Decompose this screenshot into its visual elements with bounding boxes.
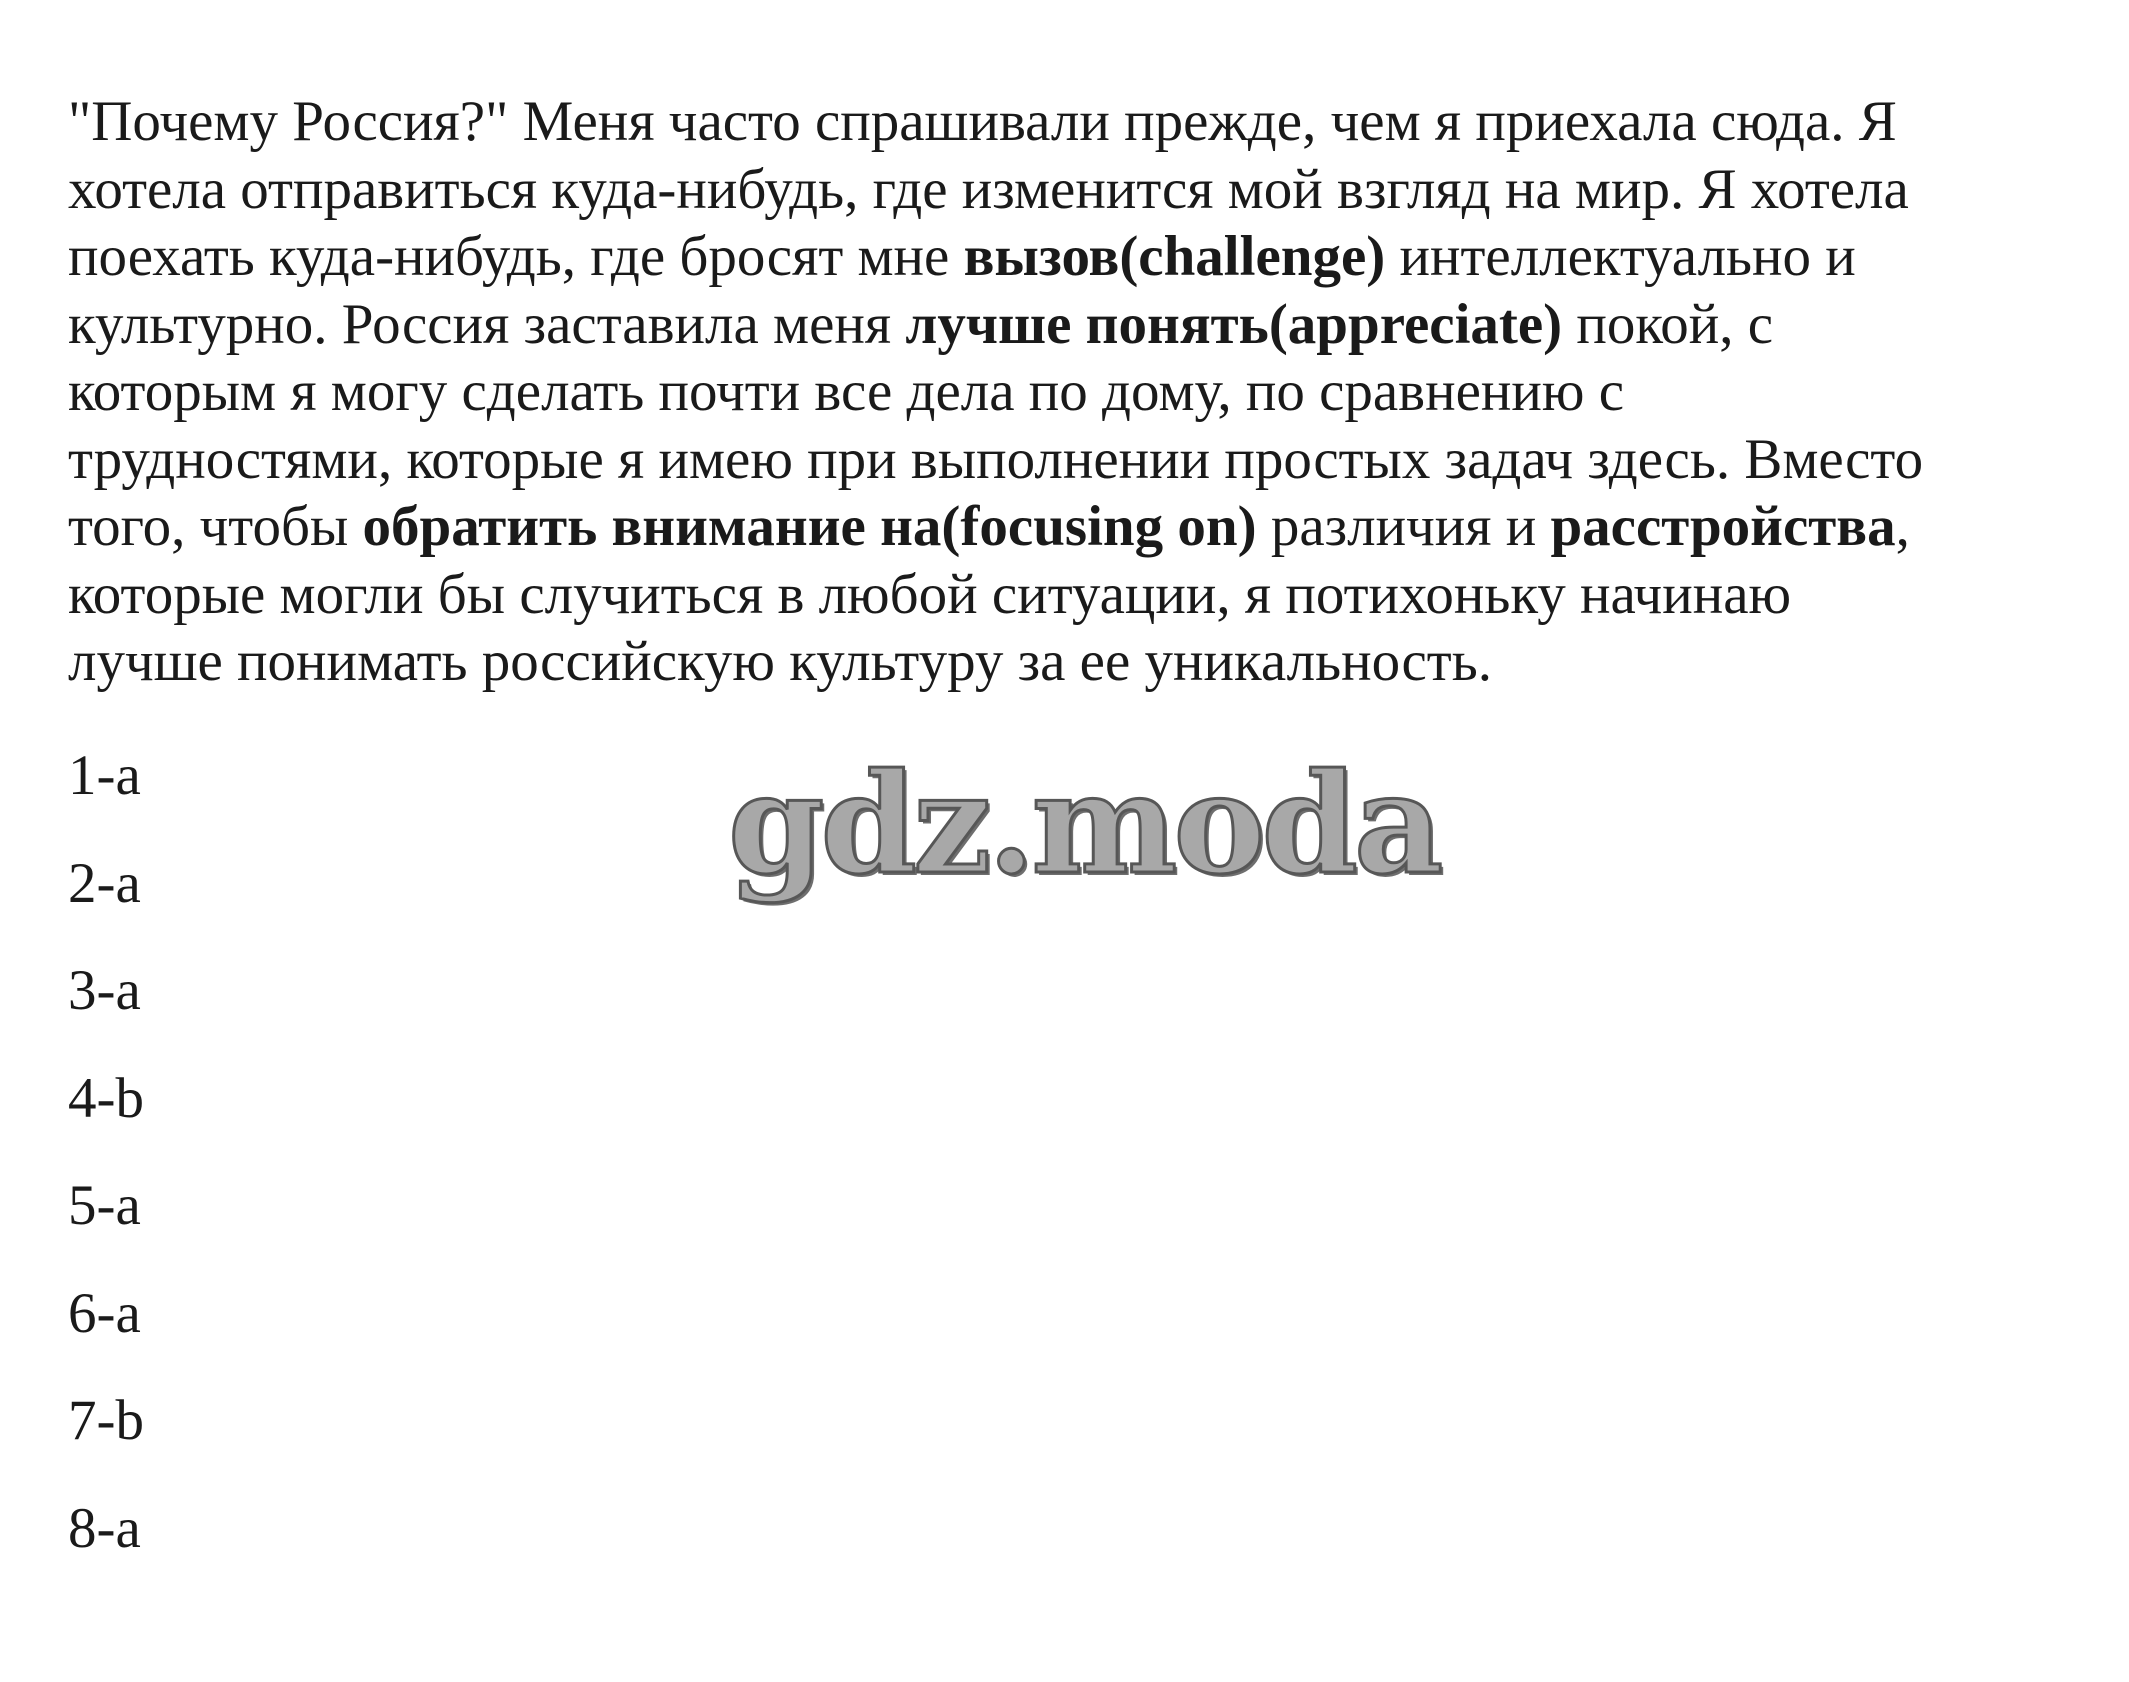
answer-list: [68, 742, 144, 1602]
bold-phrase: вызов(challenge): [963, 225, 1386, 288]
text-segment: того, чтобы: [68, 495, 363, 558]
answer-item: 4-b: [68, 1066, 144, 1130]
text-paragraph: [68, 88, 2088, 696]
paragraph-line: [68, 88, 2088, 156]
bold-phrase: расстройства: [1550, 495, 1896, 558]
answer-item: 6-a: [68, 1281, 141, 1345]
text-segment: хотела отправиться куда-нибудь, где изменится мой взгляд на мир. Я хотела: [68, 157, 1909, 221]
paragraph-line: [68, 561, 2088, 629]
paragraph-line: [68, 223, 2088, 291]
text-segment: поехать куда-нибудь, где бросят мне: [68, 225, 964, 288]
text-segment: трудностями, которые я имею при выполнении простых задач здесь. Вместо: [68, 427, 1924, 491]
watermark-logo: gdz.moda: [728, 742, 1440, 905]
paragraph-line: [68, 156, 2088, 224]
text-segment: ,: [1895, 495, 1910, 558]
bold-phrase: лучше понять(appreciate): [905, 292, 1563, 356]
answer-item: 8-a: [68, 1496, 141, 1560]
text-segment: "Почему Россия?" Меня часто спрашивали прежде, чем я приехала сюда. Я: [68, 90, 1897, 153]
paragraph-line: [68, 493, 2088, 561]
answer-item: 3-a: [68, 959, 141, 1022]
text-segment: лучше понимать российскую культуру за ее уникальность.: [68, 630, 1492, 693]
answer-item: 1-a: [68, 744, 141, 807]
answer-item: 2-a: [68, 851, 141, 915]
answer-item: 5-a: [68, 1174, 141, 1237]
text-segment: покой, с: [1562, 292, 1774, 356]
text-segment: различия и: [1256, 495, 1551, 558]
text-segment: которые могли бы случиться в любой ситуации, я потихоньку начинаю: [68, 562, 1792, 626]
paragraph-line: [68, 426, 2088, 494]
text-segment: которым я могу сделать почти все дела по дому, по сравнению с: [68, 360, 1625, 423]
paragraph-line: [68, 358, 2088, 426]
bold-phrase: обратить внимание на(focusing on): [362, 495, 1257, 558]
paragraph-line: [68, 291, 2088, 359]
text-segment: интеллектуально и: [1385, 225, 1856, 288]
paragraph-line: [68, 628, 2088, 696]
answer-item: 7-b: [68, 1389, 144, 1452]
text-segment: культурно. Россия заставила меня: [68, 292, 906, 356]
